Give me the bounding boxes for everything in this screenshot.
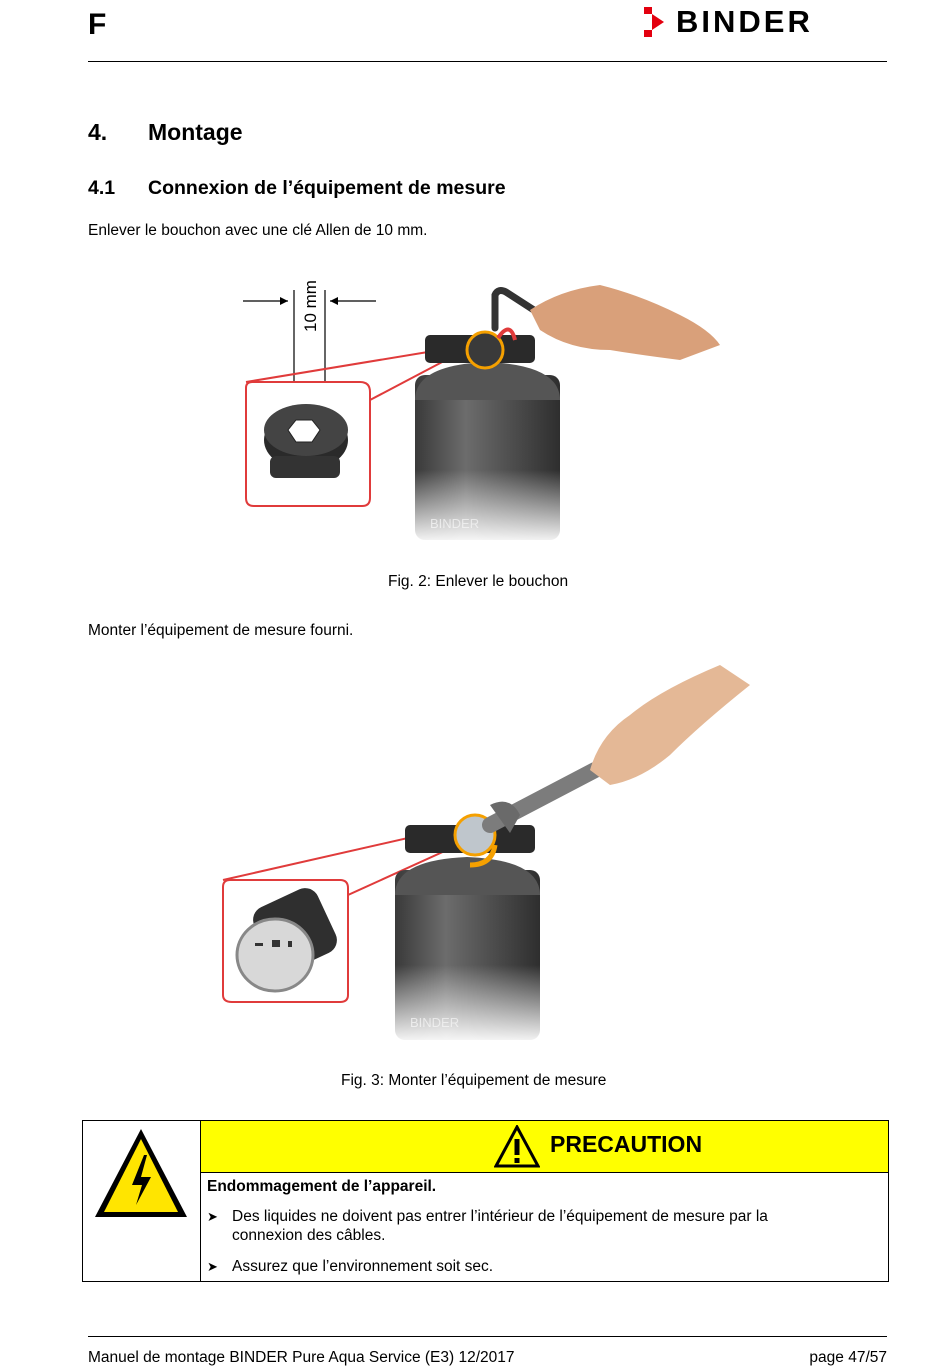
footer-title: Manuel de montage BINDER Pure Aqua Service (E3) 12/2017 (88, 1349, 515, 1366)
electric-hazard-icon (91, 1125, 191, 1223)
section-heading (88, 119, 243, 146)
language-code: F (88, 8, 107, 41)
subsection-heading (88, 177, 506, 200)
caution-title: PRECAUTION (550, 1131, 703, 1157)
figure2-caption: Fig. 2: Enlever le bouchon (388, 573, 569, 590)
section-title: Montage (148, 119, 243, 145)
warning-triangle-icon (494, 1125, 540, 1169)
step1-paragraph: Enlever le bouchon avec une clé Allen de 10 mm. (88, 222, 428, 239)
subsection-number: 4.1 (88, 177, 116, 199)
footer-rule (88, 1336, 887, 1337)
figure3-illustration (220, 655, 760, 1045)
binder-logo-icon (642, 4, 672, 40)
page-number: page 47/57 (809, 1349, 887, 1366)
caution-item: ➤ Assurez que l’environnement soit sec. (207, 1258, 494, 1275)
dimension-label: 10 mm (301, 280, 320, 332)
subsection-title: Connexion de l’équipement de mesure (148, 177, 506, 199)
section-number: 4. (88, 119, 108, 145)
figure3-caption: Fig. 3: Monter l’équipement de mesure (341, 1072, 607, 1089)
caution-item: ➤ Des liquides ne doivent pas entrer l’intérieur de l’équipement de mesure par la connexion des câbles. (207, 1208, 768, 1244)
bullet-arrow-icon: ➤ (207, 1259, 218, 1274)
bullet-arrow-icon: ➤ (207, 1209, 218, 1224)
caution-subtitle: Endommagement de l’appareil. (207, 1178, 437, 1195)
brand-name: BINDER (676, 4, 813, 39)
caution-symbol-cell (83, 1121, 201, 1281)
caution-header (201, 1121, 888, 1173)
header-rule (88, 61, 887, 62)
caution-box (82, 1120, 889, 1282)
step2-paragraph: Monter l’équipement de mesure fourni. (88, 622, 354, 639)
figure2-illustration (240, 270, 740, 545)
brand-logo (642, 4, 888, 40)
